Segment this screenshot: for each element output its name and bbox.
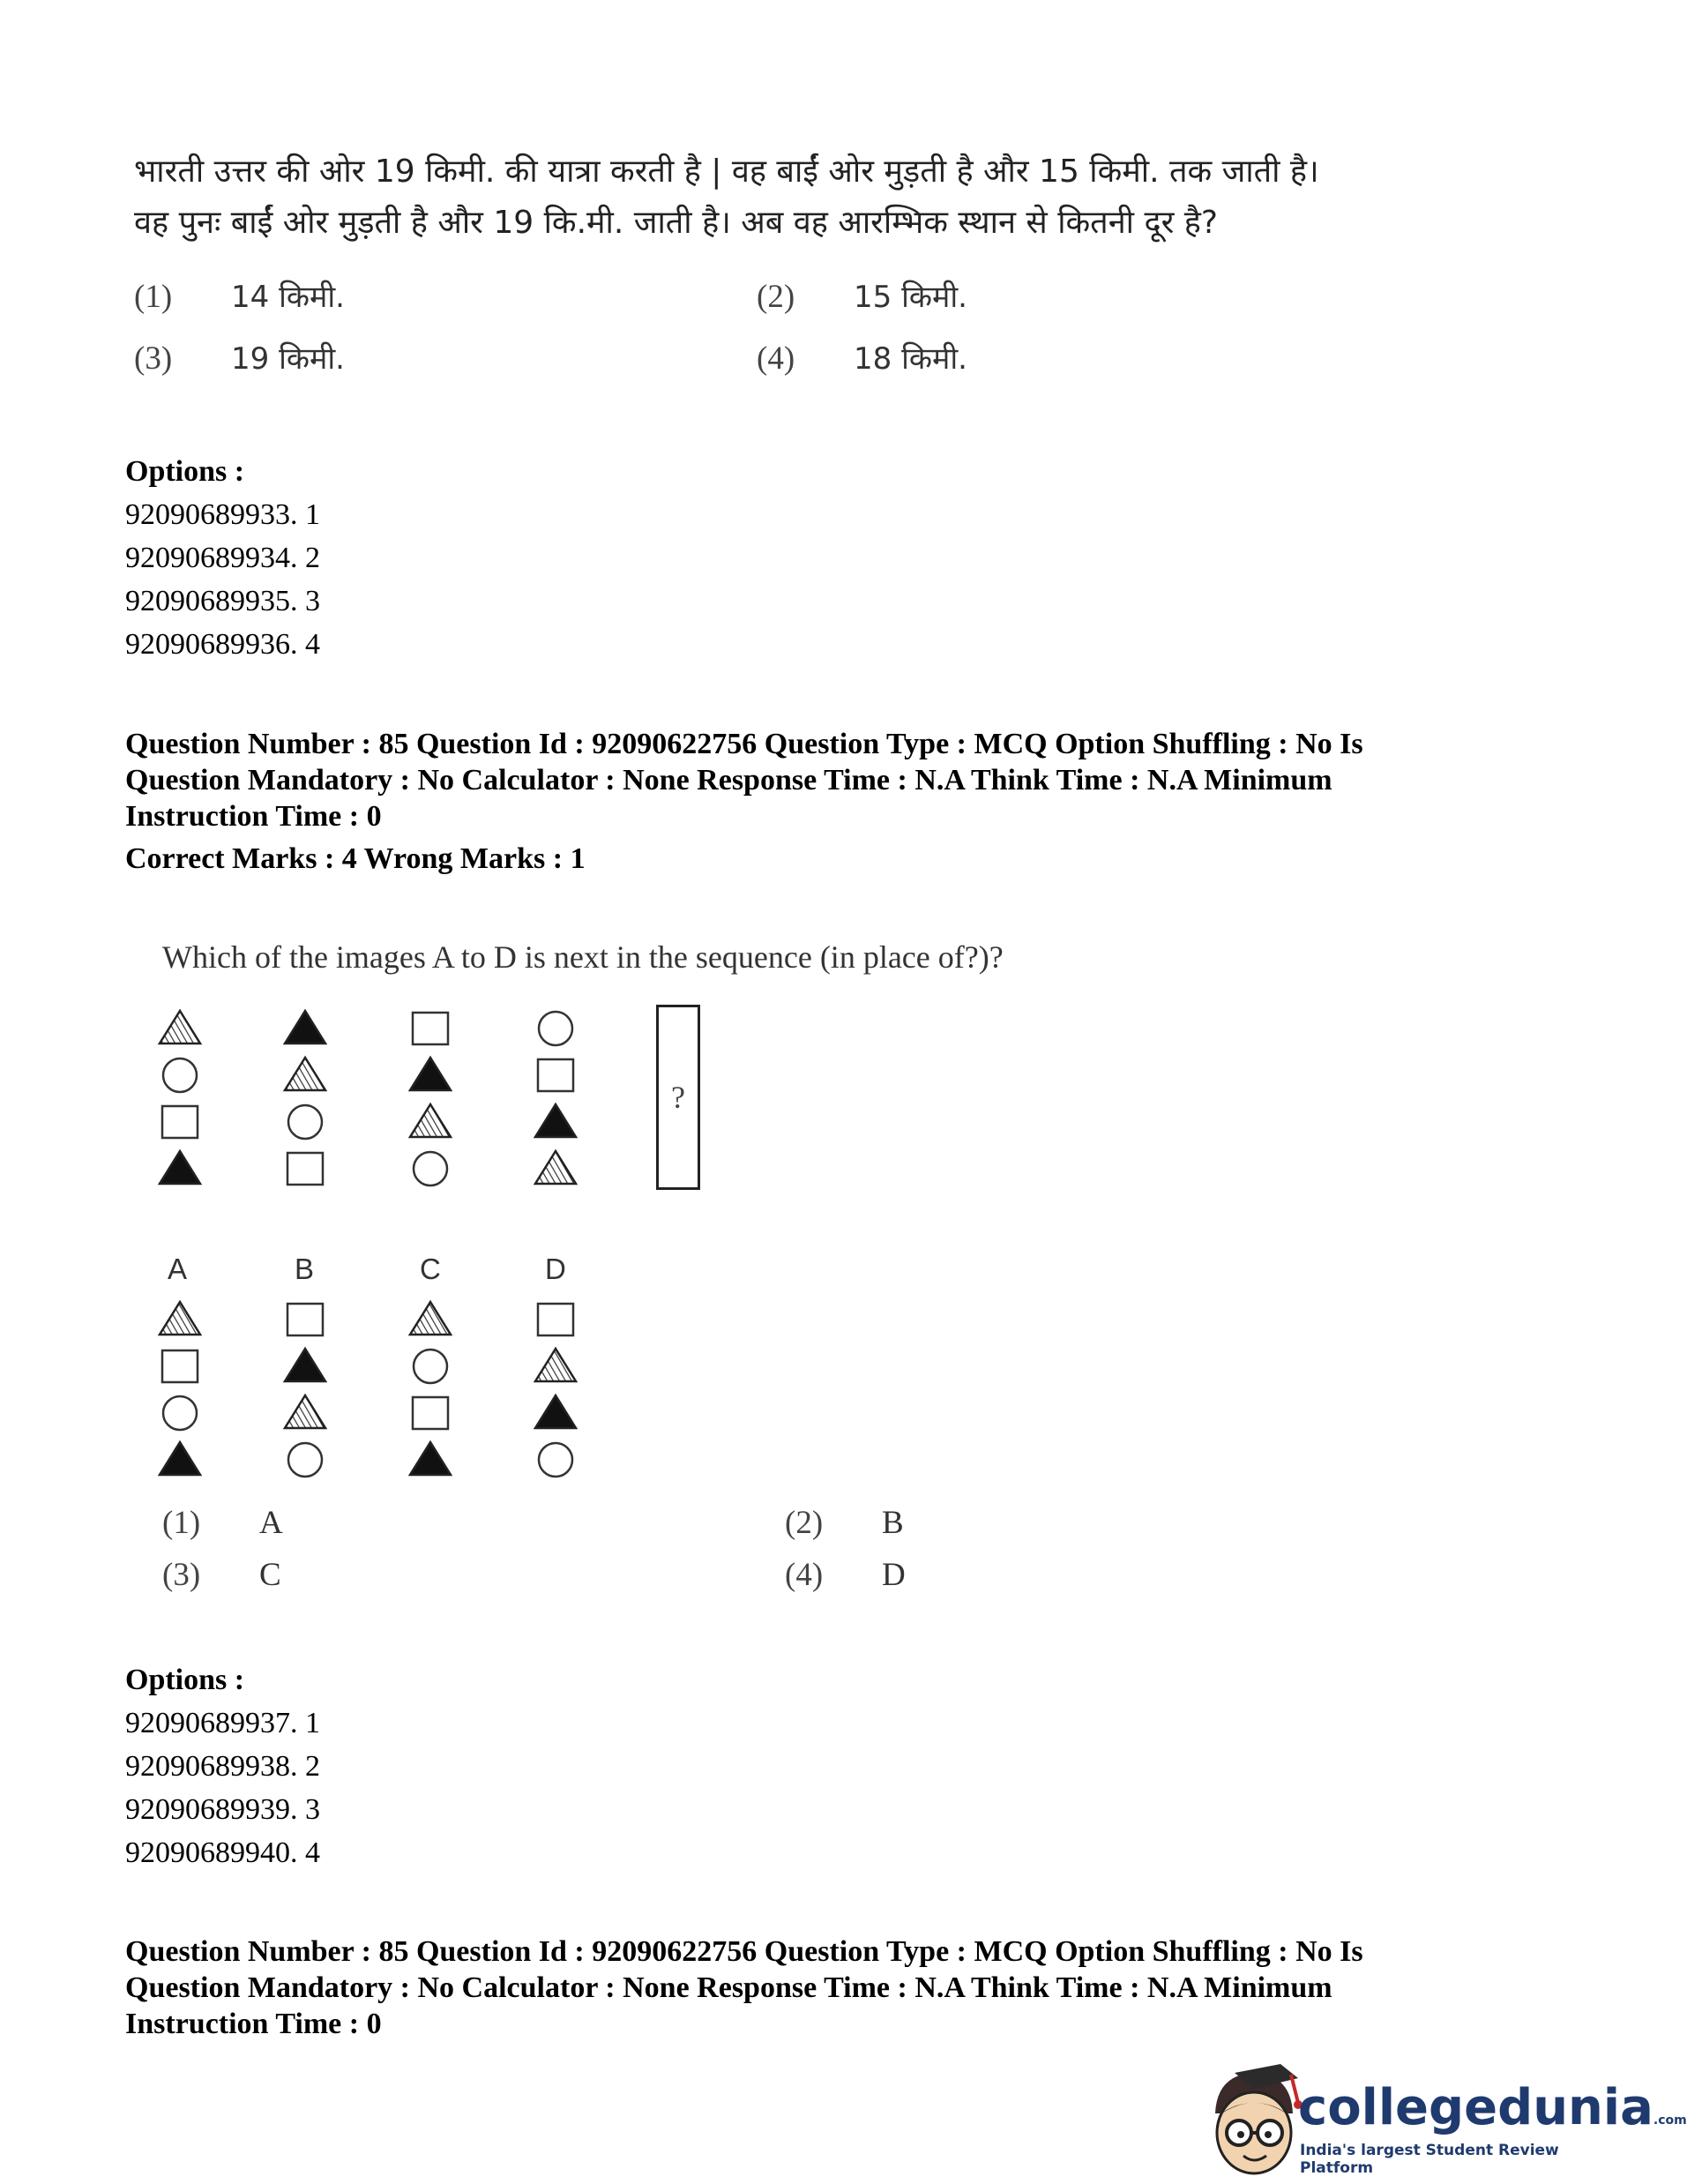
hatched-triangle-shape <box>285 1395 325 1428</box>
filled-triangle-shape <box>410 1442 451 1475</box>
hatched-triangle-shape <box>285 1058 325 1090</box>
brand-name: collegedunia <box>1298 2079 1653 2136</box>
options-title: Options : <box>125 455 245 488</box>
answer-label-c: C <box>420 1253 441 1285</box>
filled-triangle-shape <box>410 1058 451 1090</box>
option-id: 92090689935. 3 <box>125 585 320 617</box>
meta-line: Question Mandatory : No Calculator : None Response Time : N.A Think Time : N.A Minimum <box>125 1971 1332 2004</box>
q2-choice-4: (4) D <box>785 1557 906 1593</box>
question-mark-box <box>656 1005 700 1190</box>
meta-line: Question Number : 85 Question Id : 92090622756 Question Type : MCQ Option Shuffling : No Is <box>125 1935 1363 1968</box>
square-shape <box>538 1304 573 1335</box>
question-1-line-1: भारती उत्तर की ओर 19 किमी. की यात्रा करती है | वह बाईं ओर मुड़ती है और 15 किमी. तक जाती है। <box>134 153 1319 190</box>
options-title: Options : <box>125 1664 245 1696</box>
option-id: 92090689939. 3 <box>125 1793 320 1826</box>
circle-shape <box>414 1152 447 1185</box>
circle-shape <box>539 1012 572 1045</box>
option-id: 92090689934. 2 <box>125 542 320 574</box>
filled-triangle-shape <box>535 1104 576 1137</box>
filled-triangle-shape <box>160 1442 200 1475</box>
q1-choice-1: (1) 14 किमी. <box>134 279 345 315</box>
question-2-text: Which of the images A to D is next in the sequence (in place of?)? <box>162 939 1004 975</box>
meta-line: Question Mandatory : No Calculator : None Response Time : N.A Think Time : N.A Minimum <box>125 764 1332 797</box>
q1-choice-2: (2) 15 किमी. <box>757 279 967 315</box>
square-shape <box>413 1013 448 1044</box>
brand-tagline: India's largest Student Review Platform <box>1300 2142 1559 2177</box>
option-id: 92090689936. 4 <box>125 628 320 661</box>
answer-label-b: B <box>295 1253 315 1285</box>
q2-choice-3: (3) C <box>162 1557 281 1593</box>
question-mark: ? <box>671 1080 685 1115</box>
square-shape <box>162 1350 198 1382</box>
q2-choice-1: (1) A <box>162 1505 283 1541</box>
q2-choice-2: (2) B <box>785 1505 904 1541</box>
hatched-triangle-shape <box>535 1151 576 1184</box>
answer-label-a: A <box>168 1253 188 1285</box>
hatched-triangle-shape <box>160 1011 200 1043</box>
answer-label-d: D <box>545 1253 566 1285</box>
hatched-triangle-shape <box>160 1302 200 1335</box>
circle-shape <box>163 1058 197 1092</box>
collegedunia-logo <box>1199 2062 1687 2181</box>
filled-triangle-shape <box>535 1395 576 1428</box>
meta-line: Question Number : 85 Question Id : 92090622756 Question Type : MCQ Option Shuffling : No Is <box>125 728 1363 760</box>
square-shape <box>413 1397 448 1429</box>
hatched-triangle-shape <box>535 1349 576 1381</box>
circle-shape <box>288 1105 322 1139</box>
hatched-triangle-shape <box>410 1104 451 1137</box>
circle-shape <box>414 1350 447 1383</box>
option-id: 92090689933. 1 <box>125 498 320 531</box>
filled-triangle-shape <box>285 1349 325 1381</box>
question-1-line-2: वह पुनः बाईं ओर मुड़ती है और 19 कि.मी. जाती है। अब वह आरम्भिक स्थान से कितनी दूर है? <box>134 205 1218 241</box>
q1-choice-3: (3) 19 किमी. <box>134 340 345 377</box>
brand-suffix: .com <box>1653 2113 1687 2128</box>
square-shape <box>287 1153 323 1185</box>
circle-shape <box>163 1396 197 1430</box>
filled-triangle-shape <box>285 1011 325 1043</box>
q3-meta <box>125 1933 1536 2042</box>
q2-options <box>125 1658 320 1874</box>
option-id: 92090689940. 4 <box>125 1836 320 1869</box>
square-shape <box>162 1106 198 1138</box>
q2-marks: Correct Marks : 4 Wrong Marks : 1 <box>125 842 586 875</box>
circle-shape <box>288 1443 322 1477</box>
meta-line: Instruction Time : 0 <box>125 2008 382 2040</box>
square-shape <box>287 1304 323 1335</box>
option-id: 92090689938. 2 <box>125 1750 320 1783</box>
filled-triangle-shape <box>160 1151 200 1184</box>
square-shape <box>538 1059 573 1091</box>
hatched-triangle-shape <box>410 1302 451 1335</box>
option-id: 92090689937. 1 <box>125 1707 320 1739</box>
mascot-icon <box>1199 2062 1310 2181</box>
meta-line: Instruction Time : 0 <box>125 800 382 833</box>
circle-shape <box>539 1443 572 1477</box>
q1-choice-4: (4) 18 किमी. <box>757 340 967 377</box>
